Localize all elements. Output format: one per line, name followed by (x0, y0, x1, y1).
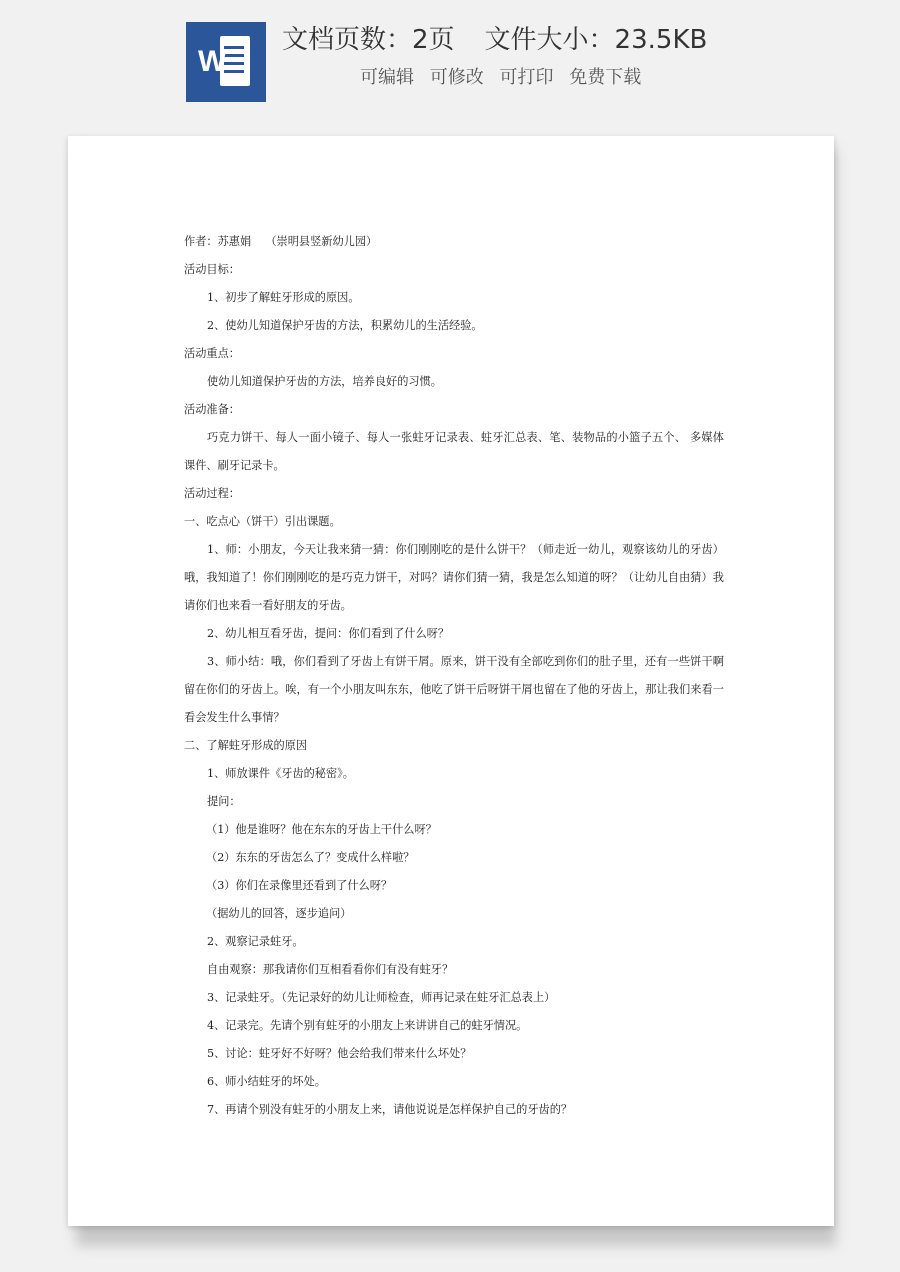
paragraph: 1、初步了解蛀牙形成的原因。 (207, 291, 360, 304)
paragraph: 2、观察记录蛀牙。 (207, 935, 304, 948)
author-line: 作者：苏惠娟 （崇明县竖新幼儿园） (184, 235, 378, 248)
section-heading: 二、了解蛀牙形成的原因 (184, 739, 308, 752)
question: （1）他是谁呀？他在东东的牙齿上干什么呀？ (206, 823, 437, 836)
paragraph: 使幼儿知道保护牙齿的方法，培养良好的习惯。 (207, 375, 442, 388)
question: （2）东东的牙齿怎么了？变成什么样啦？ (206, 851, 415, 864)
paragraph: 1、师：小朋友，今天让我来猜一猜：你们刚刚吃的是什么饼干？（师走近一幼儿，观察该幼儿的牙齿）哦，我知道了！你们刚刚吃的是巧克力饼干，对吗？请你们猜一猜，我是怎么知道的呀？（让幼儿自由猜）我请你们也来看一看好朋友的牙齿。 (184, 543, 724, 612)
paragraph: 2、幼儿相互看牙齿，提问：你们看到了什么呀？ (207, 627, 450, 640)
section-heading: 活动目标： (184, 263, 240, 276)
section-heading: 活动过程： (184, 487, 240, 500)
paragraph: 5、讨论：蛀牙好不好呀？他会给我们带来什么坏处？ (207, 1047, 472, 1060)
tag-free-download: 免费下载 (569, 67, 642, 88)
document-content (184, 228, 724, 1124)
question: （3）你们在录像里还看到了什么呀？ (206, 879, 393, 892)
page-count: 文档页数：2页 (282, 25, 455, 55)
section-heading: 活动准备： (184, 403, 240, 416)
paragraph: 3、记录蛀牙。（先记录好的幼儿让师检查，师再记录在蛀牙汇总表上） (207, 991, 556, 1004)
section-heading: 一、吃点心（饼干）引出课题。 (184, 515, 341, 528)
paragraph: 提问： (207, 795, 241, 808)
note: （据幼儿的回答，逐步追问） (206, 907, 352, 920)
paragraph: 3、师小结：哦，你们看到了牙齿上有饼干屑。原来，饼干没有全部吃到你们的肚子里，还有一些饼干啊留在你们的牙齿上。唉，有一个小朋友叫东东，他吃了饼干后呀饼干屑也留在了他的牙齿上，那让我们来看一看会发生什么事情？ (184, 655, 724, 724)
word-icon-letter: W (198, 45, 227, 78)
download-header (0, 0, 900, 130)
paragraph: 2、使幼儿知道保护牙齿的方法，积累幼儿的生活经验。 (207, 319, 483, 332)
paragraph: 巧克力饼干、每人一面小镜子、每人一张蛀牙记录表、蛀牙汇总表、笔、装物品的小篮子五个、 多媒体课件、刷牙记录卡。 (184, 431, 724, 472)
feature-tags (360, 64, 651, 92)
document-page (68, 136, 834, 1226)
paragraph: 4、记录完。先请个别有蛀牙的小朋友上来讲讲自己的蛀牙情况。 (207, 1019, 528, 1032)
paragraph: 自由观察：那我请你们互相看看你们有没有蛀牙？ (207, 963, 454, 976)
paragraph: 6、师小结蛀牙的坏处。 (207, 1075, 326, 1088)
paragraph: 7、再请个别没有蛀牙的小朋友上来，请他说说是怎样保护自己的牙齿的？ (207, 1103, 573, 1116)
word-document-icon (186, 22, 266, 102)
section-heading: 活动重点： (184, 347, 240, 360)
tag-modifiable: 可修改 (429, 67, 484, 88)
document-info (282, 20, 707, 60)
paragraph: 1、师放课件《牙齿的秘密》。 (207, 767, 354, 780)
tag-printable: 可打印 (499, 67, 554, 88)
tag-editable: 可编辑 (360, 67, 414, 88)
file-size: 文件大小：23.5KB (484, 25, 708, 55)
